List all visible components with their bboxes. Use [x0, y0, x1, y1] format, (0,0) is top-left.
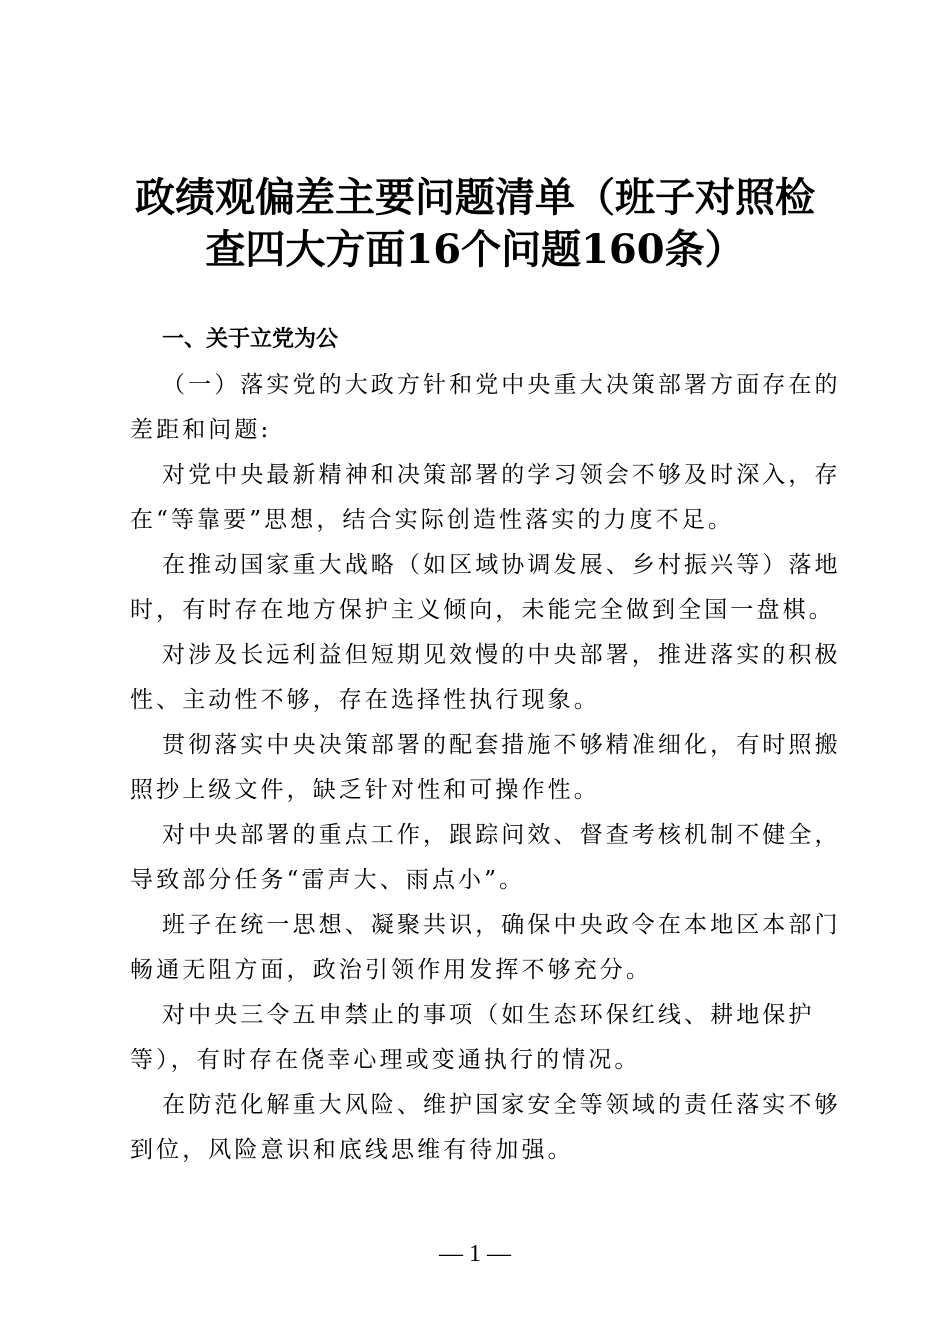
paragraph-8-line-1: 在防范化解重大风险、维护国家安全等领域的责任落实不够 [162, 1092, 841, 1118]
paragraph-2-line-2: 时，有时存在地方保护主义倾向，未能完全做到全国一盘棋。 [130, 597, 835, 623]
subsection-heading-line-2: 差距和问题: [130, 417, 272, 443]
paragraph-2-line-1: 在推动国家重大战略（如区域协调发展、乡村振兴等）落地 [162, 552, 841, 578]
subsection-heading-line-1: （一）落实党的大政方针和党中央重大决策部署方面存在的 [162, 372, 841, 398]
paragraph-3-line-1: 对涉及长远利益但短期见效慢的中央部署，推进落实的积极 [162, 642, 841, 668]
paragraph-7-line-2: 等），有时存在侥幸心理或变通执行的情况。 [130, 1047, 641, 1073]
paragraph-4-line-2: 照抄上级文件，缺乏针对性和可操作性。 [130, 777, 600, 803]
document-title-line-2: 查四大方面16个问题160条） [205, 226, 745, 273]
paragraph-5-line-2: 导致部分任务“雷声大、雨点小”。 [130, 867, 526, 893]
paragraph-4-line-1: 贯彻落实中央决策部署的配套措施不够精准细化，有时照搬 [162, 732, 841, 758]
paragraph-3-line-2: 性、主动性不够，存在选择性执行现象。 [130, 687, 600, 713]
paragraph-1-line-2: 在“等靠要”思想，结合实际创造性落实的力度不足。 [130, 507, 734, 533]
page-number: — 1 — [439, 1241, 511, 1267]
paragraph-5-line-1: 对中央部署的重点工作，跟踪问效、督查考核机制不健全， [162, 822, 841, 848]
paragraph-6-line-1: 班子在统一思想、凝聚共识，确保中央政令在本地区本部门 [162, 912, 841, 938]
paragraph-8-line-2: 到位，风险意识和底线思维有待加强。 [130, 1137, 574, 1163]
section-heading: 一、关于立党为公 [162, 327, 339, 352]
paragraph-6-line-2: 畅通无阻方面，政治引领作用发挥不够充分。 [130, 957, 652, 983]
paragraph-1-line-1: 对党中央最新精神和决策部署的学习领会不够及时深入，存 [162, 462, 841, 488]
paragraph-7-line-1: 对中央三令五申禁止的事项（如生态环保红线、耕地保护 [162, 1002, 815, 1028]
document-title-line-1: 政绩观偏差主要问题清单（班子对照检 [135, 174, 815, 221]
